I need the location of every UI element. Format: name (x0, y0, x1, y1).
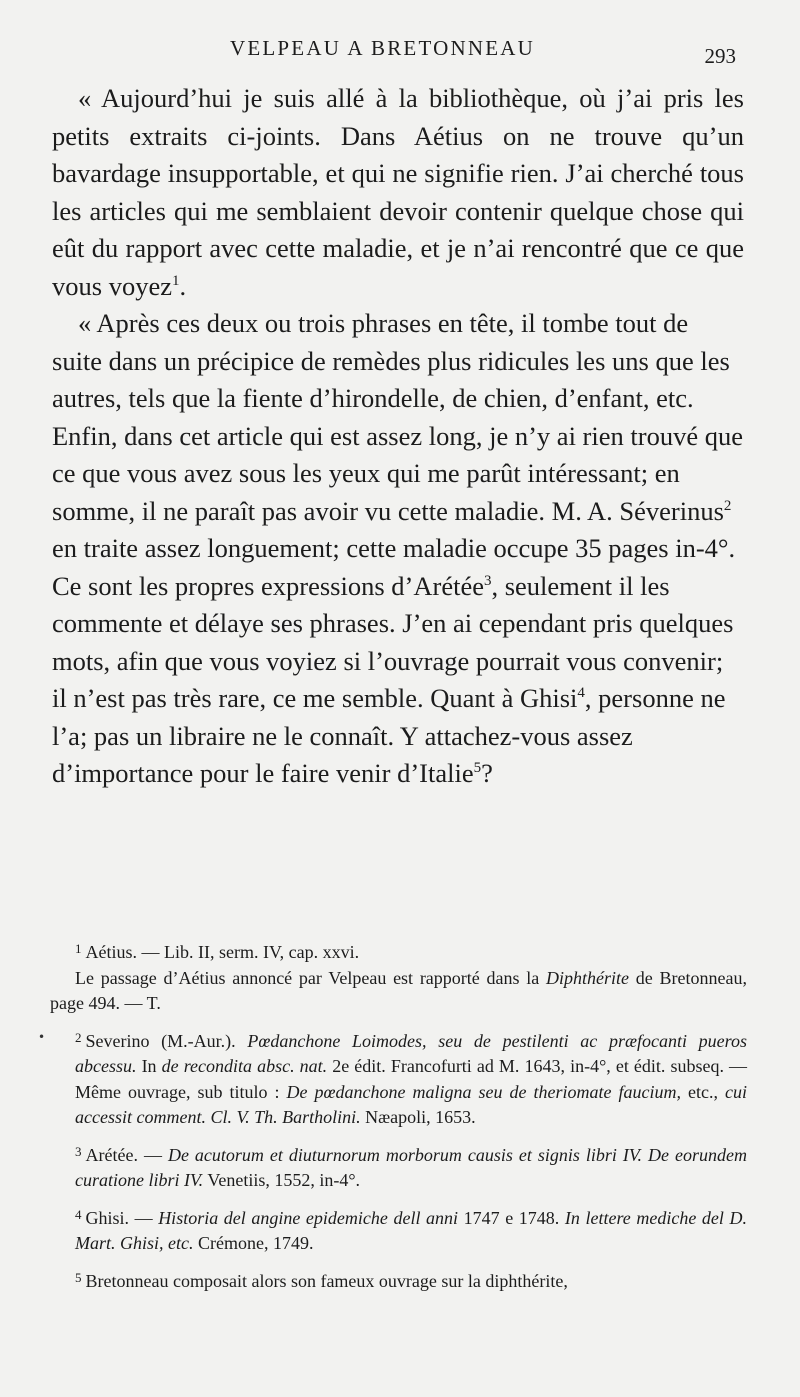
footnote-2: $^2$ Severino (M.-Aur.). Pœdanchone Loimodes, seu de pestilenti ac præfocanti pueros abcessu. In de recondita absc. nat. 2e édit. Francofurti ad M. 1643, in-4°, et édit. subseq. — Même ouvrage, sub titulo : De pœdanchone maligna seu de theriomate faucium, etc., cui accessit comment. Cl. V. Th. Bartholini. Næapoli, 1653. (75, 1029, 748, 1127)
paragraph-2: « Après ces deux ou trois phrases en tête, il tombe tout de suite dans un précipice de remèdes plus ridicules les uns que les autres, tels que la fiente d’hirondelle, de chien, d’enfant, etc. Enfin, dans cet article qui est assez long, je n’y ai rien trouvé que ce que vous avez sous les yeux qui me parût intéressant; en somme, il ne paraît pas avoir vu cette maladie. M. A. Séverinus$^2$ en traite assez longuement; cette maladie occupe 35 pages in-4°. Ce sont les propres expressions d’Arétée$^3$, seulement il les commente et délaye ses phrases. J’en ai cependant pris quelques mots, afin que vous voyiez si l’ouvrage pourrait vous convenir; il n’est pas très rare, ce me semble. Quant à Ghisi$^4$, personne ne l’a; pas un libraire ne le connaît. Y attachez-vous assez d’importance pour le faire venir d’Italie$^5$? (52, 308, 743, 788)
footnotes (50, 936, 748, 1302)
main-text (52, 80, 744, 793)
running-title: VELPEAU A BRETONNEAU (230, 36, 535, 60)
footnote-ref-2: 2 (723, 497, 732, 514)
margin-dot: • (38, 1030, 46, 1044)
footnote-1-comment: Le passage d’Aétius annoncé par Velpeau est rapporté dans la Diphthérite de Bretonneau, page 494. — T. (50, 967, 747, 1013)
running-header (52, 36, 742, 66)
footnote-ref-3: 3 (483, 572, 492, 589)
page-number: 293 (704, 44, 736, 68)
footnote-ref-5: 5 (473, 760, 482, 776)
paragraph-1: « Aujourd’hui je suis allé à la bibliothèque, où j’ai pris les petits extraits ci-joints. Dans Aétius on ne trouve qu’un bavardage insupportable, et qui ne signifie rien. J’ai cherché tous les articles qui me semblaient devoir contenir quelque chose qui eût du rapport avec cette maladie, et je n’ai rencontré que ce que vous voyez$^1$. (52, 83, 744, 301)
footnote-4: $^4$ Ghisi. — Historia del angine epidemiche dell anni 1747 e 1748. In lettere mediche del D. Mart. Ghisi, etc. Crémone, 1749. (75, 1206, 747, 1253)
footnote-1: $^1$ Aétius. — Lib. II, serm. IV, cap. xxvi. (75, 941, 360, 962)
footnote-5: $^5$ Bretonneau composait alors son fameux ouvrage sur la diphthérite, (75, 1269, 568, 1291)
footnote-ref-1: 1 (171, 272, 180, 289)
footnote-3: $^3$ Arétée. — De acutorum et diuturnorum morborum causis et signis libri IV. De eorundem curatione libri IV. Venetiis, 1552, in-4°. (75, 1143, 748, 1190)
footnote-ref-4: 4 (577, 685, 585, 701)
